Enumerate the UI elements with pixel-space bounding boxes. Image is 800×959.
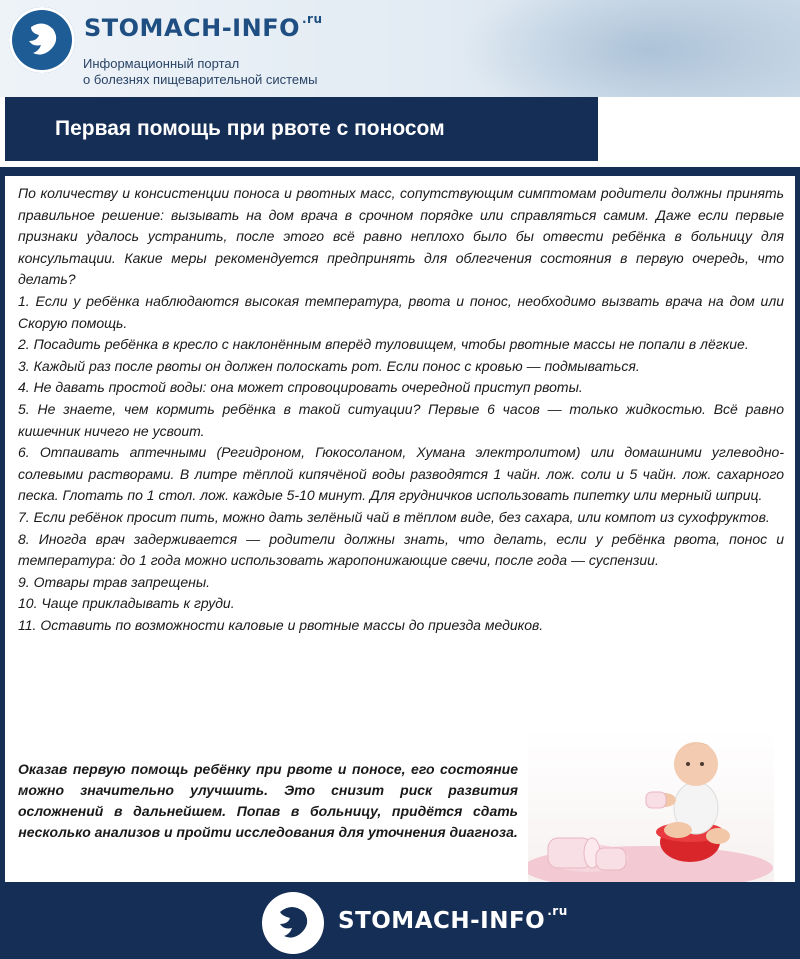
list-item: 11. Оставить по возможности каловые и рвотные массы до приезда медиков. [18, 616, 544, 633]
list-item: 1. Если у ребёнка наблюдаются высокая температура, рвота и понос, необходимо вызвать врача на дом или Скорую помощь. [18, 292, 784, 331]
brand-tld: .ru [302, 12, 323, 26]
page-title: Первая помощь при рвоте с поносом [55, 117, 445, 140]
article-intro: По количеству и консистенции поноса и рвотных масс, сопутствующим симптомам родители должны принять правильное решение: вызывать на дом врача в срочном порядке или справляться самим. Даже если первые признаки удалось устранить, после этого всё равно неплохо было бы отвести ребёнка в больницу для консультации. Какие меры рекомендуется предпринять для облегчения состояния в первую очередь, что делать? [18, 185, 784, 288]
header-background-glow [460, 0, 800, 97]
footer-brand-tld: .ru [547, 904, 568, 919]
list-item: 10. Чаще прикладывать к груди. [18, 595, 235, 612]
brand-text: STOMACH-INFO [84, 14, 300, 42]
list-item: 7. Если ребёнок просит пить, можно дать зелёный чай в тёплом виде, без сахара, или компот из сухофруктов. [18, 508, 770, 525]
stomach-logo-icon[interactable] [9, 7, 75, 73]
list-item: 3. Каждый раз после рвоты он должен полоскать рот. Если понос с кровью — подмываться. [18, 357, 640, 374]
brand-name[interactable] [84, 14, 323, 42]
tagline [83, 56, 317, 88]
footer-brand-name[interactable] [338, 904, 568, 934]
list-item: 2. Посадить ребёнка в кресло с наклонённым вперёд туловищем, чтобы рвотные массы не попали в лёгкие. [18, 336, 749, 353]
list-item: 9. Отвары трав запрещены. [18, 573, 211, 590]
summary-text: Оказав первую помощь ребёнку при рвоте и поносе, его состояние можно значительно улучшить. Это снизит риск развития осложнений в дальнейшем. Попав в больницу, придётся сдать несколько анализов и пройти исследования для уточнения диагноза. [18, 761, 518, 840]
article-body [18, 183, 784, 636]
site-header [0, 0, 800, 97]
list-item: 4. Не давать простой воды: она может спровоцировать очередной приступ рвоты. [18, 379, 583, 396]
tagline-line-1: Информационный портал [83, 56, 240, 71]
tagline-line-2: о болезнях пищеварительной системы [83, 72, 318, 87]
footer-brand-text: STOMACH-INFO [338, 908, 546, 934]
baby-on-potty-image [528, 730, 774, 882]
list-item: 5. Не знаете, чем кормить ребёнка в такой ситуации? Первые 6 часов — только жидкостью. Всё равно кишечник ничего не усвоит. [18, 400, 784, 439]
footer-logo-icon[interactable] [262, 892, 324, 954]
list-item: 8. Иногда врач задерживается — родители должны знать, что делать, если у ребёнка рвота, понос и температура: до 1 года можно использовать жаропонижающие свечи, после года — суспензии. [18, 530, 784, 569]
list-item: 6. Отпаивать аптечными (Регидроном, Гюкосоланом, Хумана электролитом) или домашними углеводно-солевыми растворами. В литре тёплой кипячёной воды разводятся 1 чайн. лож. соли и 5 чайн. лож. сахарного песка. Глотать по 1 стол. лож. каждые 5-10 минут. Для грудничков использовать пипетку или мерный шприц. [18, 444, 784, 504]
